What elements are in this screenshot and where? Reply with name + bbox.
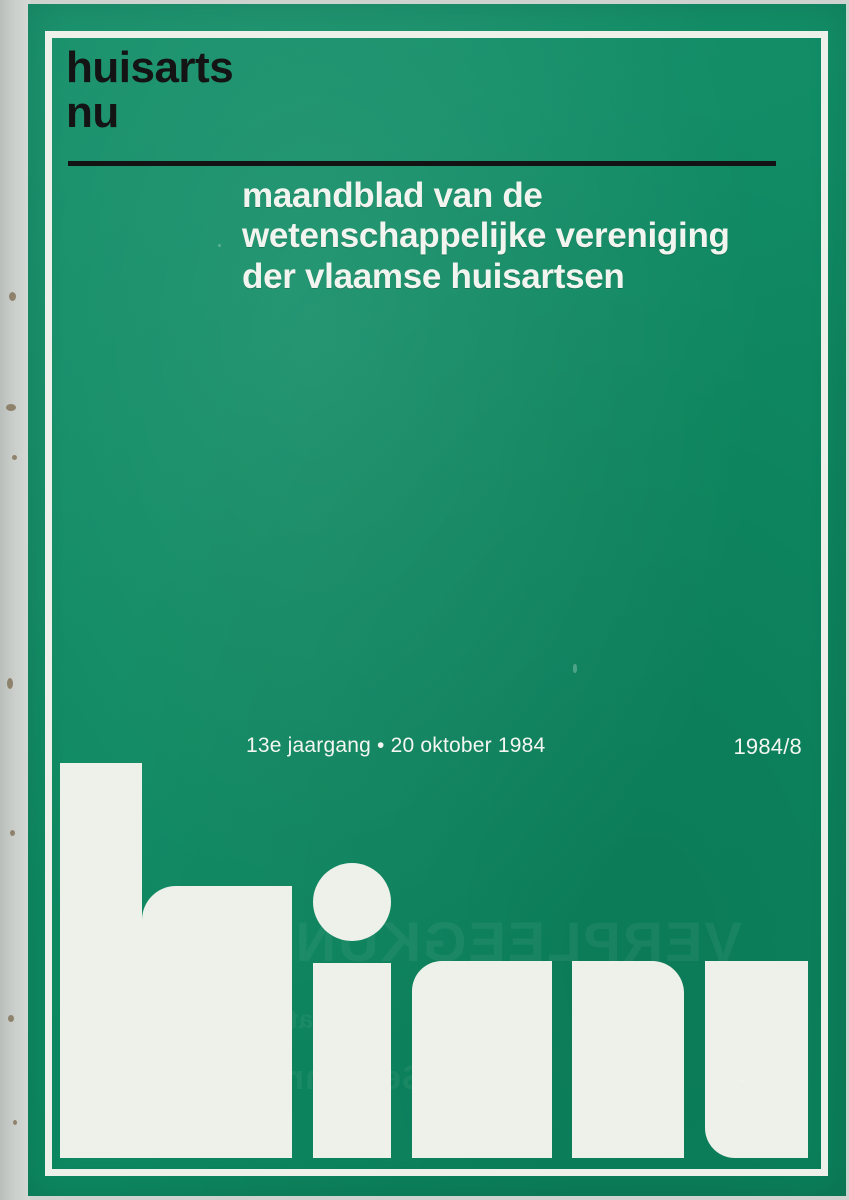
issue-volume-date: 13e jaargang • 20 oktober 1984 [246,734,546,757]
issue-number: 1984/8 [733,734,802,759]
logo-letter-a-stem [480,961,552,1158]
showthrough-text-2: de patient [238,1004,371,1034]
logo-letter-u-left [705,961,757,1158]
subtitle-line-3: der vlaamse huisartsen [242,256,625,296]
logo-letter-n-arch [644,961,684,1158]
masthead-rule [68,161,776,166]
showthrough-text-1: VERPLEEGKUNDIG [188,910,742,973]
logo-letter-u-right [757,961,808,1158]
subtitle-line-1: maandblad van de [242,176,543,215]
masthead-line-1: huisarts [66,43,234,92]
logo-letter-h-stem [60,763,142,1158]
subtitle-line-2: wetenschappelijke vereniging [242,216,730,256]
hanu-logotype [60,763,808,1158]
logo-letter-i-dot [313,863,391,941]
logo-letter-i-stem [313,963,391,1158]
subtitle-block [242,176,782,297]
scanner-gutter [0,0,30,1200]
showthrough-text-3: Serie nr. 1 - 7 [198,1059,425,1097]
logo-letter-h-arch [142,886,210,1158]
masthead-title [66,43,234,137]
masthead-line-2: nu [66,87,119,137]
logo-letter-a-bowl [412,961,480,1158]
logo-letter-h-leg [210,886,292,1158]
journal-cover [28,4,846,1196]
logo-letter-n-stem [572,961,644,1158]
